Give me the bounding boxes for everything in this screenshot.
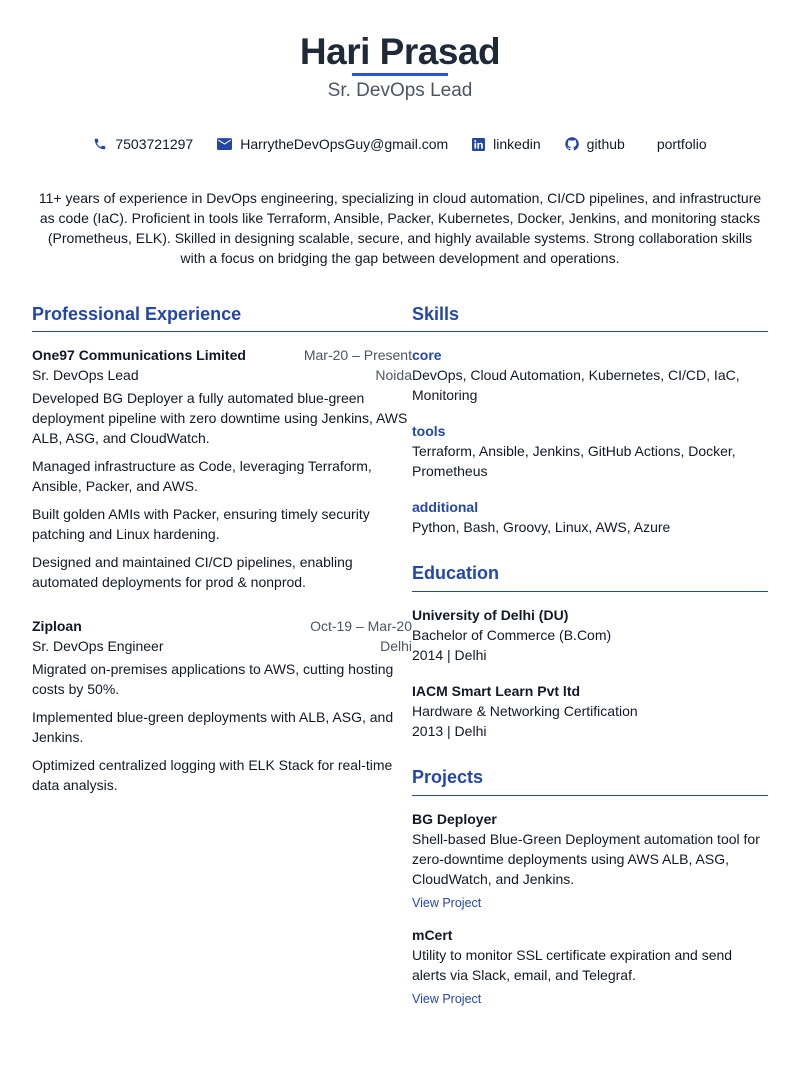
education-degree: Bachelor of Commerce (B.Com)	[412, 627, 612, 643]
view-project-link[interactable]: View Project	[412, 992, 482, 1006]
project-entry	[412, 925, 768, 1009]
linkedin-label: linkedin	[493, 136, 541, 152]
skills-section	[412, 302, 768, 537]
job-bullet: Optimized centralized logging with ELK Stack for real-time data analysis.	[32, 757, 393, 793]
education-meta: 2014 | Delhi	[412, 647, 487, 663]
project-description: Utility to monitor SSL certificate expiration and send alerts via Slack, email, and Telegraf.	[412, 947, 733, 983]
candidate-title: Sr. DevOps Lead	[327, 80, 473, 101]
job-company: One97 Communications Limited	[32, 347, 246, 363]
education-degree: Hardware & Networking Certification	[412, 703, 638, 719]
contact-bar	[0, 136, 800, 152]
job-bullet: Migrated on-premises applications to AWS, cutting hosting costs by 50%.	[32, 661, 394, 697]
education-entry	[412, 681, 768, 741]
skill-group-label: additional	[412, 499, 479, 515]
job-dates: Mar-20 – Present	[303, 347, 412, 363]
contact-github[interactable]	[565, 136, 625, 152]
phone-icon	[93, 137, 107, 151]
email-icon	[217, 138, 232, 150]
projects-section	[412, 765, 768, 1009]
job-dates: Oct-19 – Mar-20	[310, 618, 412, 634]
project-entry	[412, 809, 768, 913]
skill-group	[412, 497, 768, 537]
job-entry	[32, 616, 412, 795]
skill-group-items: Python, Bash, Groovy, Linux, AWS, Azure	[412, 519, 671, 535]
skill-group-label: tools	[412, 423, 446, 439]
skills-heading: Skills	[412, 304, 460, 324]
skill-group	[412, 421, 768, 481]
education-heading: Education	[412, 563, 500, 583]
portfolio-label: portfolio	[656, 136, 707, 152]
education-meta: 2013 | Delhi	[412, 723, 487, 739]
job-bullet: Designed and maintained CI/CD pipelines, enabling automated deployments for prod & nonprod.	[32, 554, 353, 590]
education-school: University of Delhi (DU)	[412, 607, 569, 623]
contact-phone[interactable]	[93, 136, 193, 152]
job-location: Noida	[375, 367, 412, 383]
job-role: Sr. DevOps Lead	[32, 367, 139, 383]
job-bullet: Implemented blue-green deployments with ALB, ASG, and Jenkins.	[32, 709, 394, 745]
job-bullet: Developed BG Deployer a fully automated blue-green deployment pipeline with zero downtime using Jenkins, AWS ALB, ASG, and CloudWatch.	[32, 390, 408, 446]
phone-number: 7503721297	[115, 136, 194, 152]
job-company: Ziploan	[32, 618, 82, 634]
education-entry	[412, 605, 768, 665]
job-bullet: Built golden AMIs with Packer, ensuring timely security patching and Linux hardening.	[32, 506, 370, 542]
email-address: HarrytheDevOpsGuy@gmail.com	[240, 136, 449, 152]
professional-summary: 11+ years of experience in DevOps engineering, specializing in cloud automation, CI/CD pipelines, and infrastructure as code (IaC). Proficient in tools like Terraform, Ansible, Packer, Kubernetes, Docker, Jenkins, and monitoring stacks (Prometheus, ELK). Skilled in designing scalable, secure, and highly available systems. Strong collaboration skills with a focus on bridging the gap between development and operations.	[38, 190, 762, 266]
job-role: Sr. DevOps Engineer	[32, 638, 164, 654]
job-location: Delhi	[380, 638, 412, 654]
github-icon	[565, 137, 579, 151]
skill-group	[412, 345, 768, 405]
contact-email[interactable]	[217, 136, 448, 152]
job-entry	[32, 345, 412, 592]
project-name: BG Deployer	[412, 811, 497, 827]
contact-portfolio[interactable]	[657, 136, 707, 152]
contact-linkedin[interactable]	[472, 136, 540, 152]
education-section	[412, 561, 768, 741]
candidate-name: Hari Prasad	[299, 31, 501, 72]
linkedin-icon	[472, 138, 485, 151]
resume-header	[0, 30, 800, 103]
projects-divider	[412, 795, 768, 796]
job-bullet: Managed infrastructure as Code, leveraging Terraform, Ansible, Packer, and AWS.	[32, 458, 372, 494]
experience-section	[32, 302, 412, 795]
skill-group-items: Terraform, Ansible, Jenkins, GitHub Actions, Docker, Prometheus	[412, 443, 736, 479]
github-label: github	[586, 136, 625, 152]
project-description: Shell-based Blue-Green Deployment automation tool for zero-downtime deployments using AWS ALB, ASG, CloudWatch, and Jenkins.	[412, 831, 760, 887]
skill-group-items: DevOps, Cloud Automation, Kubernetes, CI/CD, IaC, Monitoring	[412, 367, 740, 403]
education-divider	[412, 591, 768, 592]
project-name: mCert	[412, 927, 453, 943]
skill-group-label: core	[412, 347, 442, 363]
experience-heading: Professional Experience	[32, 304, 242, 324]
projects-heading: Projects	[412, 767, 484, 787]
education-school: IACM Smart Learn Pvt ltd	[412, 683, 581, 699]
right-column	[412, 302, 768, 1009]
view-project-link[interactable]: View Project	[412, 896, 482, 910]
